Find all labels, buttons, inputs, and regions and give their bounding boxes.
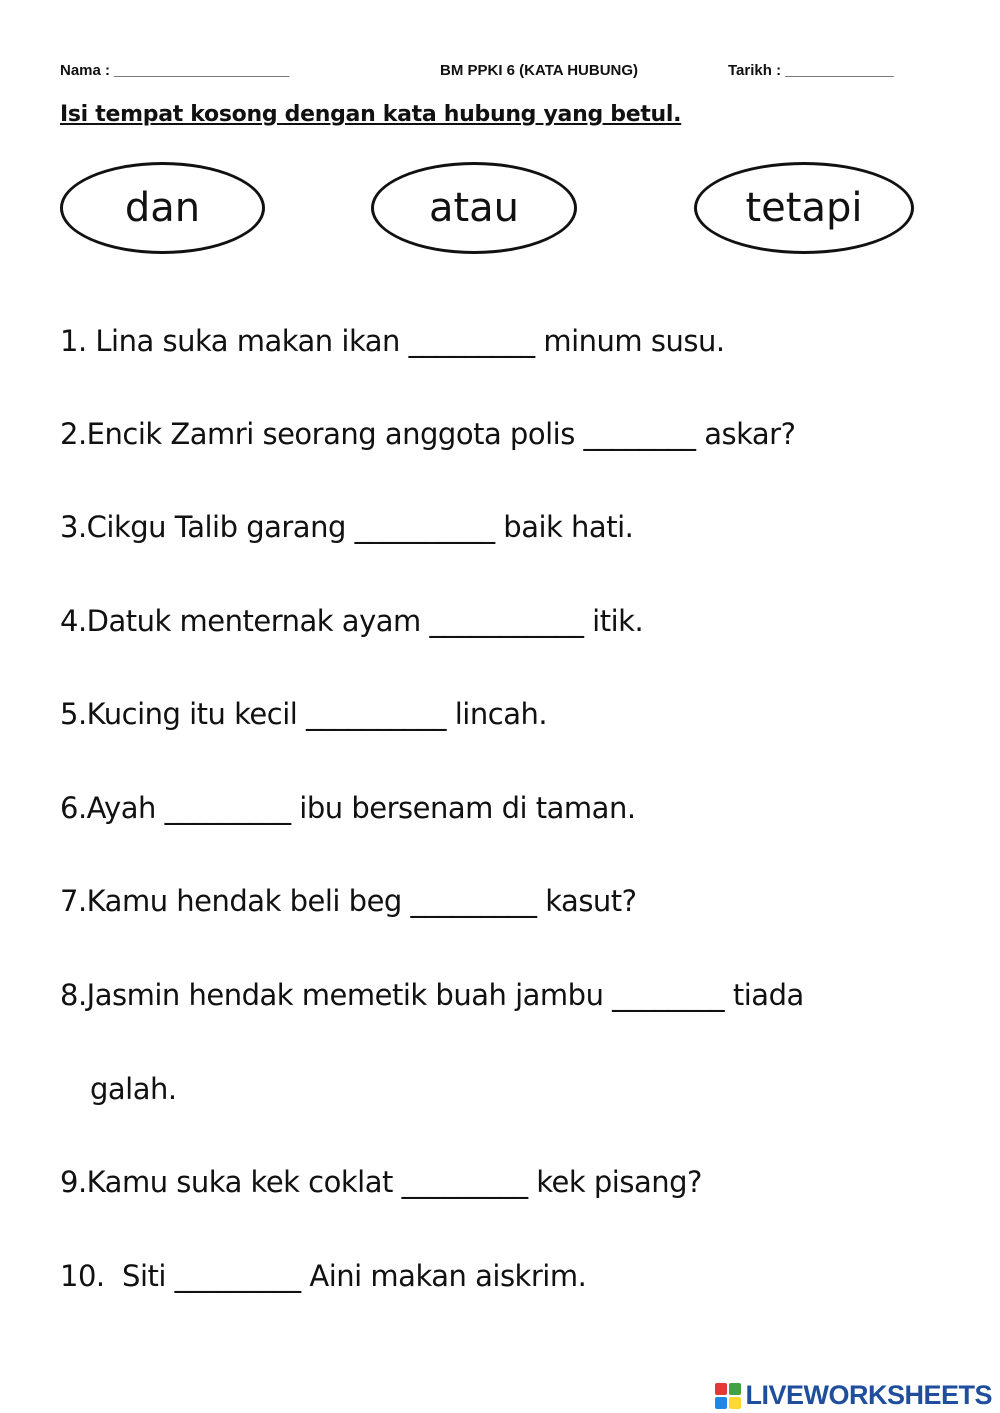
question-8-continuation: galah.	[90, 1072, 177, 1106]
liveworksheets-watermark	[715, 1380, 992, 1411]
word-bank-word-dan: dan	[124, 185, 201, 231]
question-3: 3.Cikgu Talib garang __________ baik hati.	[60, 510, 634, 544]
question-9: 9.Kamu suka kek coklat _________ kek pisang?	[60, 1165, 702, 1199]
logo-square-red	[715, 1383, 727, 1395]
question-10: 10. Siti _________ Aini makan aiskrim.	[60, 1259, 587, 1293]
logo-square-green	[729, 1383, 741, 1395]
logo-square-yellow	[729, 1397, 741, 1409]
worksheet-subject: BM PPKI 6 (KATA HUBUNG)	[440, 62, 639, 79]
logo-square-blue	[715, 1397, 727, 1409]
question-4: 4.Datuk menternak ayam ___________ itik.	[60, 604, 644, 638]
word-bank-word-tetapi: tetapi	[745, 185, 863, 231]
liveworksheets-wordmark: LIVEWORKSHEETS	[745, 1380, 992, 1410]
question-7: 7.Kamu hendak beli beg _________ kasut?	[60, 884, 637, 918]
word-bank-oval-dan	[60, 162, 265, 254]
question-5: 5.Kucing itu kecil __________ lincah.	[60, 697, 548, 731]
name-field: Nama : _____________________	[60, 62, 290, 79]
word-bank-word-atau: atau	[428, 185, 520, 231]
question-8: 8.Jasmin hendak memetik buah jambu ________ tiada	[60, 978, 804, 1012]
instruction-text: Isi tempat kosong dengan kata hubung yang betul.	[60, 102, 682, 127]
liveworksheets-logo-icon	[715, 1383, 741, 1409]
date-field: Tarikh : _____________	[728, 62, 894, 79]
question-2: 2.Encik Zamri seorang anggota polis ________ askar?	[60, 417, 796, 451]
word-bank-oval-atau	[371, 162, 577, 254]
question-1: 1. Lina suka makan ikan _________ minum susu.	[60, 324, 725, 358]
word-bank-oval-tetapi	[694, 162, 914, 254]
question-6: 6.Ayah _________ ibu bersenam di taman.	[60, 791, 636, 825]
